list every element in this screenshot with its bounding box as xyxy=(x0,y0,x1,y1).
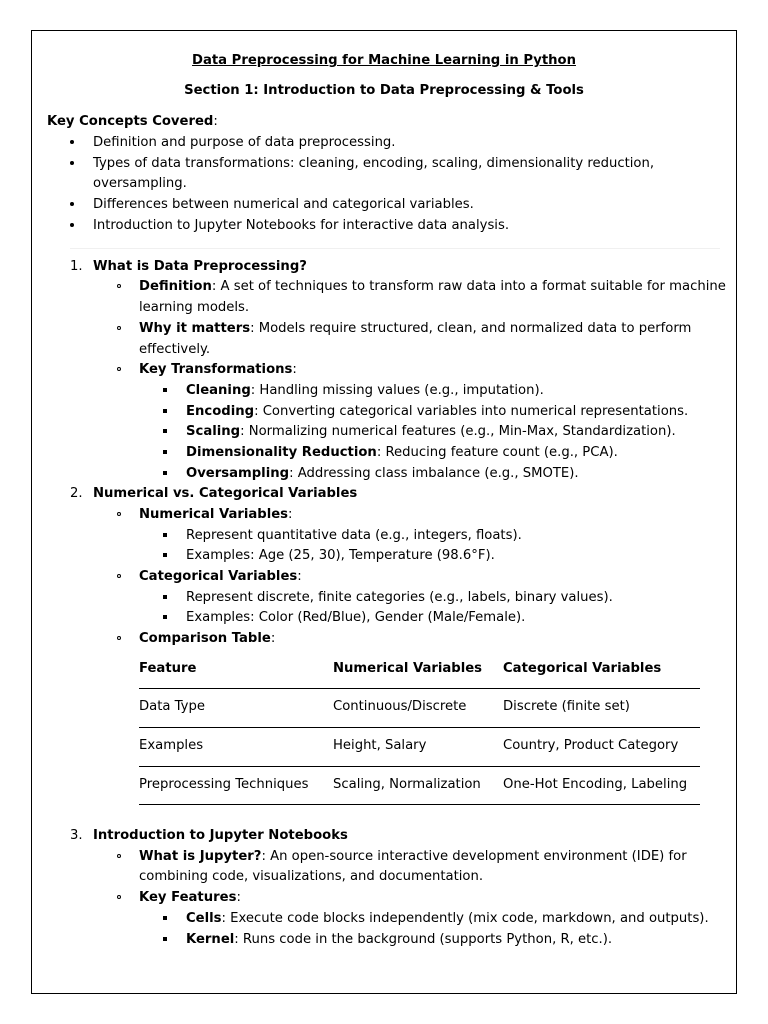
definition-line-continued: learning models. xyxy=(139,300,250,315)
bullet-circle xyxy=(117,895,121,899)
table-header-numerical: Numerical Variables xyxy=(333,661,483,676)
bullet-square xyxy=(163,615,167,619)
table-cell: Country, Product Category xyxy=(503,738,679,753)
key-concept-item: Introduction to Jupyter Notebooks for interactive data analysis. xyxy=(93,218,510,233)
bullet-circle xyxy=(117,512,121,516)
bullet-circle xyxy=(117,574,121,578)
numerical-item: Represent quantitative data (e.g., integers, floats). xyxy=(186,528,522,543)
why-it-matters-line: Why it matters: Models require structured, clean, and normalized data to perform xyxy=(139,321,692,336)
key-transformations-label: Key Transformations: xyxy=(139,362,297,377)
bullet-square xyxy=(163,595,167,599)
bullet-square xyxy=(163,916,167,920)
section-heading-preprocessing: What is Data Preprocessing? xyxy=(93,259,307,274)
numerical-variables-label: Numerical Variables: xyxy=(139,507,293,522)
bullet-square xyxy=(163,429,167,433)
table-cell: Preprocessing Techniques xyxy=(139,777,309,792)
bullet-square xyxy=(163,553,167,557)
key-features-label: Key Features: xyxy=(139,890,241,905)
section-heading-jupyter: Introduction to Jupyter Notebooks xyxy=(93,828,348,843)
categorical-variables-label: Categorical Variables: xyxy=(139,569,302,584)
table-cell: Height, Salary xyxy=(333,738,427,753)
feature-item: Kernel: Runs code in the background (supports Python, R, etc.). xyxy=(186,932,613,947)
section-heading: Section 1: Introduction to Data Preprocessing & Tools xyxy=(184,83,584,98)
bullet-circle xyxy=(117,326,121,330)
table-header-feature: Feature xyxy=(139,661,197,676)
bullet-dot xyxy=(70,140,74,144)
bullet-dot xyxy=(70,223,74,227)
bullet-circle xyxy=(117,854,121,858)
table-rule xyxy=(139,804,700,805)
key-concepts-label: Key Concepts Covered: xyxy=(47,114,218,129)
section-heading-variables: Numerical vs. Categorical Variables xyxy=(93,486,358,501)
feature-item: Cells: Execute code blocks independently (mix code, markdown, and outputs). xyxy=(186,911,709,926)
table-cell: Continuous/Discrete xyxy=(333,699,467,714)
transformation-item: Encoding: Converting categorical variables into numerical representations. xyxy=(186,404,689,419)
bullet-dot xyxy=(70,202,74,206)
bullet-square xyxy=(163,937,167,941)
key-concept-item: Types of data transformations: cleaning, encoding, scaling, dimensionality reduction, xyxy=(93,156,655,171)
why-it-matters-line-continued: effectively. xyxy=(139,342,211,357)
definition-line: Definition: A set of techniques to transform raw data into a format suitable for machine xyxy=(139,279,726,294)
table-cell: Examples xyxy=(139,738,204,753)
what-is-jupyter-line: What is Jupyter?: An open-source interactive development environment (IDE) for xyxy=(139,849,687,864)
section-divider xyxy=(70,248,720,249)
table-cell: Discrete (finite set) xyxy=(503,699,630,714)
categorical-item: Examples: Color (Red/Blue), Gender (Male/Female). xyxy=(186,610,526,625)
numerical-item: Examples: Age (25, 30), Temperature (98.6°F). xyxy=(186,548,495,563)
transformation-item: Dimensionality Reduction: Reducing feature count (e.g., PCA). xyxy=(186,445,618,460)
bullet-dot xyxy=(70,161,74,165)
bullet-square xyxy=(163,450,167,454)
bullet-square xyxy=(163,471,167,475)
key-concept-item: Differences between numerical and categorical variables. xyxy=(93,197,474,212)
section-number: 3. xyxy=(70,828,83,843)
table-rule xyxy=(139,688,700,689)
bullet-square xyxy=(163,533,167,537)
what-is-jupyter-line-continued: combining code, visualizations, and documentation. xyxy=(139,869,484,884)
document-title: Data Preprocessing for Machine Learning in Python xyxy=(192,53,576,68)
section-number: 1. xyxy=(70,259,83,274)
bullet-circle xyxy=(117,367,121,371)
table-cell: One-Hot Encoding, Labeling xyxy=(503,777,688,792)
transformation-item: Cleaning: Handling missing values (e.g., imputation). xyxy=(186,383,544,398)
bullet-square xyxy=(163,388,167,392)
table-header-categorical: Categorical Variables xyxy=(503,661,662,676)
comparison-table-label: Comparison Table: xyxy=(139,631,276,646)
table-cell: Scaling, Normalization xyxy=(333,777,481,792)
bullet-circle xyxy=(117,636,121,640)
transformation-item: Scaling: Normalizing numerical features (e.g., Min-Max, Standardization). xyxy=(186,424,676,439)
table-rule xyxy=(139,766,700,767)
section-number: 2. xyxy=(70,486,83,501)
transformation-item: Oversampling: Addressing class imbalance (e.g., SMOTE). xyxy=(186,466,579,481)
table-cell: Data Type xyxy=(139,699,205,714)
bullet-circle xyxy=(117,284,121,288)
key-concept-item-continued: oversampling. xyxy=(93,176,187,191)
bullet-square xyxy=(163,409,167,413)
key-concept-item: Definition and purpose of data preprocessing. xyxy=(93,135,396,150)
categorical-item: Represent discrete, finite categories (e.g., labels, binary values). xyxy=(186,590,613,605)
table-rule xyxy=(139,727,700,728)
